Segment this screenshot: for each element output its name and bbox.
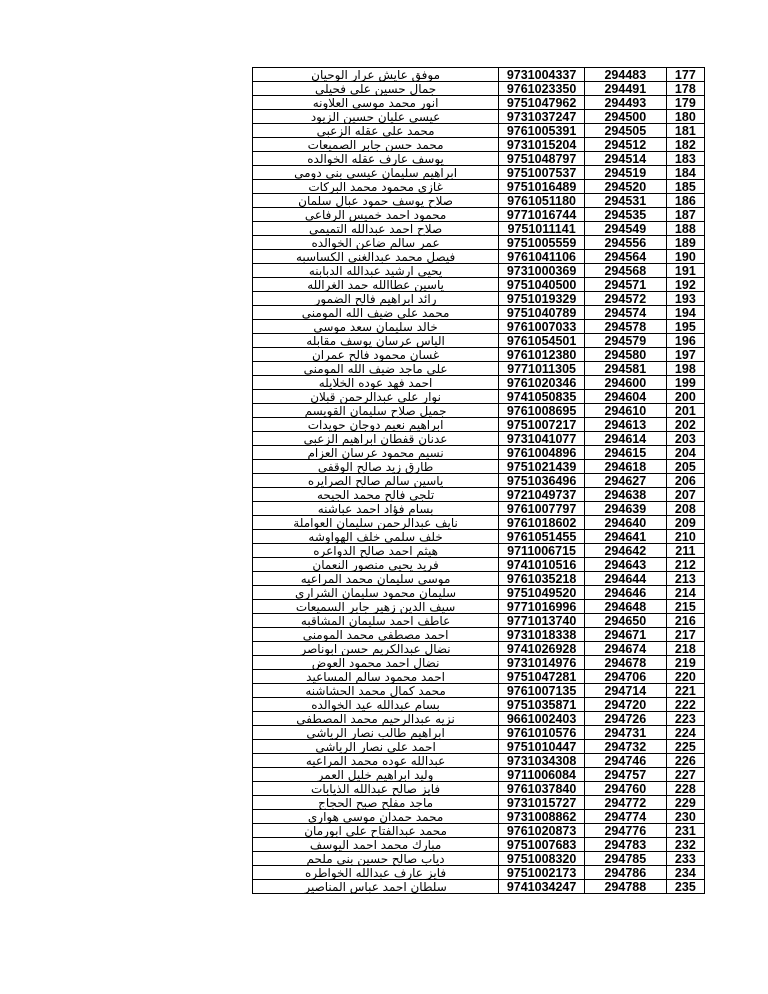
number-cell: 294574	[585, 306, 667, 320]
number-cell: 294638	[585, 488, 667, 502]
national-id-cell: 9751040789	[499, 306, 585, 320]
number-cell: 294505	[585, 124, 667, 138]
name-cell: محمد حمدان موسى هواري	[253, 810, 499, 824]
national-id-cell: 9751019329	[499, 292, 585, 306]
sequence-cell: 194	[666, 306, 704, 320]
sequence-cell: 226	[666, 754, 704, 768]
national-id-cell: 9741050835	[499, 390, 585, 404]
sequence-cell: 211	[666, 544, 704, 558]
name-cell: مبارك محمد احمد اليوسف	[253, 838, 499, 852]
number-cell: 294610	[585, 404, 667, 418]
sequence-cell: 214	[666, 586, 704, 600]
sequence-cell: 228	[666, 782, 704, 796]
national-id-cell: 9741034247	[499, 880, 585, 894]
name-cell: علي ماجد ضيف الله المومني	[253, 362, 499, 376]
name-cell: موسى سليمان محمد المراعيه	[253, 572, 499, 586]
national-id-cell: 9731018338	[499, 628, 585, 642]
number-cell: 294714	[585, 684, 667, 698]
name-cell: هيثم احمد صالح الدواعره	[253, 544, 499, 558]
name-cell: محمود احمد خميس الرفاعي	[253, 208, 499, 222]
national-id-cell: 9661002403	[499, 712, 585, 726]
sequence-cell: 196	[666, 334, 704, 348]
national-id-cell: 9761008695	[499, 404, 585, 418]
national-id-cell: 9751021439	[499, 460, 585, 474]
table-row	[253, 264, 705, 278]
name-cell: ياسين سالم صالح الصرايره	[253, 474, 499, 488]
sequence-cell: 230	[666, 810, 704, 824]
name-cell: نسيم محمود عرسان العزام	[253, 446, 499, 460]
sequence-cell: 195	[666, 320, 704, 334]
records-table-body	[253, 68, 705, 894]
number-cell: 294788	[585, 880, 667, 894]
sequence-cell: 199	[666, 376, 704, 390]
number-cell: 294520	[585, 180, 667, 194]
national-id-cell: 9761041106	[499, 250, 585, 264]
table-row	[253, 698, 705, 712]
sequence-cell: 188	[666, 222, 704, 236]
national-id-cell: 9731015204	[499, 138, 585, 152]
sequence-cell: 208	[666, 502, 704, 516]
national-id-cell: 9731014976	[499, 656, 585, 670]
number-cell: 294650	[585, 614, 667, 628]
national-id-cell: 9771011305	[499, 362, 585, 376]
number-cell: 294531	[585, 194, 667, 208]
table-row	[253, 600, 705, 614]
table-row	[253, 684, 705, 698]
table-row	[253, 432, 705, 446]
national-id-cell: 9751047281	[499, 670, 585, 684]
table-row	[253, 712, 705, 726]
table-row	[253, 236, 705, 250]
name-cell: محمد عبدالفتاح علي ابورمان	[253, 824, 499, 838]
name-cell: وليد ابراهيم خليل العمر	[253, 768, 499, 782]
name-cell: نضال احمد محمود العوض	[253, 656, 499, 670]
table-row	[253, 880, 705, 894]
national-id-cell: 9761004896	[499, 446, 585, 460]
name-cell: جميل صلاح سليمان القويسم	[253, 404, 499, 418]
national-id-cell: 9751002173	[499, 866, 585, 880]
national-id-cell: 9731037247	[499, 110, 585, 124]
number-cell: 294646	[585, 586, 667, 600]
national-id-cell: 9721049737	[499, 488, 585, 502]
table-row	[253, 390, 705, 404]
national-id-cell: 9761051455	[499, 530, 585, 544]
table-row	[253, 740, 705, 754]
table-row	[253, 180, 705, 194]
national-id-cell: 9761020873	[499, 824, 585, 838]
national-id-cell: 9711006715	[499, 544, 585, 558]
name-cell: فيصل محمد عبدالغني الكساسبه	[253, 250, 499, 264]
national-id-cell: 9761005391	[499, 124, 585, 138]
number-cell: 294614	[585, 432, 667, 446]
number-cell: 294671	[585, 628, 667, 642]
sequence-cell: 229	[666, 796, 704, 810]
sequence-cell: 206	[666, 474, 704, 488]
name-cell: احمد علي نصار الرياشي	[253, 740, 499, 754]
sequence-cell: 235	[666, 880, 704, 894]
name-cell: سلطان احمد عباس المناصير	[253, 880, 499, 894]
number-cell: 294568	[585, 264, 667, 278]
number-cell: 294726	[585, 712, 667, 726]
sequence-cell: 177	[666, 68, 704, 82]
table-row	[253, 446, 705, 460]
table-row	[253, 642, 705, 656]
sequence-cell: 205	[666, 460, 704, 474]
number-cell: 294732	[585, 740, 667, 754]
national-id-cell: 9741026928	[499, 642, 585, 656]
name-cell: انور محمد موسى العلاونه	[253, 96, 499, 110]
national-id-cell: 9751047962	[499, 96, 585, 110]
national-id-cell: 9731000369	[499, 264, 585, 278]
table-row	[253, 208, 705, 222]
name-cell: محمد حسن جابر الصميعات	[253, 138, 499, 152]
number-cell: 294648	[585, 600, 667, 614]
national-id-cell: 9751005559	[499, 236, 585, 250]
table-row	[253, 82, 705, 96]
table-row	[253, 656, 705, 670]
table-row	[253, 68, 705, 82]
name-cell: سليمان محمود سليمان الشراري	[253, 586, 499, 600]
number-cell: 294746	[585, 754, 667, 768]
table-row	[253, 796, 705, 810]
sequence-cell: 179	[666, 96, 704, 110]
national-id-cell: 9711006084	[499, 768, 585, 782]
national-id-cell: 9751007537	[499, 166, 585, 180]
sequence-cell: 200	[666, 390, 704, 404]
national-id-cell: 9761037840	[499, 782, 585, 796]
sequence-cell: 182	[666, 138, 704, 152]
table-row	[253, 558, 705, 572]
name-cell: غسان محمود فالح عمران	[253, 348, 499, 362]
national-id-cell: 9761020346	[499, 376, 585, 390]
name-cell: فريد يحيى منصور النعمان	[253, 558, 499, 572]
sequence-cell: 218	[666, 642, 704, 656]
sequence-cell: 189	[666, 236, 704, 250]
number-cell: 294579	[585, 334, 667, 348]
sequence-cell: 222	[666, 698, 704, 712]
number-cell: 294580	[585, 348, 667, 362]
number-cell: 294500	[585, 110, 667, 124]
table-row	[253, 488, 705, 502]
number-cell: 294706	[585, 670, 667, 684]
name-cell: عيسى عليان حسين الزيود	[253, 110, 499, 124]
number-cell: 294519	[585, 166, 667, 180]
national-id-cell: 9751049520	[499, 586, 585, 600]
sequence-cell: 187	[666, 208, 704, 222]
national-id-cell: 9751040500	[499, 278, 585, 292]
sequence-cell: 190	[666, 250, 704, 264]
number-cell: 294564	[585, 250, 667, 264]
sequence-cell: 227	[666, 768, 704, 782]
name-cell: بسام فؤاد احمد عباشنه	[253, 502, 499, 516]
table-row	[253, 460, 705, 474]
table-row	[253, 852, 705, 866]
name-cell: رائد ابراهيم فالح الضمور	[253, 292, 499, 306]
name-cell: نايف عبدالرحمن سليمان العواملة	[253, 516, 499, 530]
number-cell: 294757	[585, 768, 667, 782]
table-row	[253, 586, 705, 600]
number-cell: 294785	[585, 852, 667, 866]
national-id-cell: 9761023350	[499, 82, 585, 96]
number-cell: 294786	[585, 866, 667, 880]
name-cell: ابراهيم طالب نصار الرياشي	[253, 726, 499, 740]
sequence-cell: 197	[666, 348, 704, 362]
number-cell: 294483	[585, 68, 667, 82]
name-cell: صلاح يوسف حمود عبال سلمان	[253, 194, 499, 208]
sequence-cell: 193	[666, 292, 704, 306]
table-row	[253, 516, 705, 530]
name-cell: جمال حسين علي فحيلي	[253, 82, 499, 96]
table-row	[253, 292, 705, 306]
number-cell: 294783	[585, 838, 667, 852]
number-cell: 294514	[585, 152, 667, 166]
sequence-cell: 223	[666, 712, 704, 726]
number-cell: 294615	[585, 446, 667, 460]
number-cell: 294627	[585, 474, 667, 488]
national-id-cell: 9771013740	[499, 614, 585, 628]
table-row	[253, 166, 705, 180]
sequence-cell: 207	[666, 488, 704, 502]
name-cell: سيف الدين زهير جابر السميعات	[253, 600, 499, 614]
national-id-cell: 9761012380	[499, 348, 585, 362]
name-cell: احمد محمود سالم المساعيد	[253, 670, 499, 684]
sequence-cell: 219	[666, 656, 704, 670]
name-cell: خالد سليمان سعد موسى	[253, 320, 499, 334]
national-id-cell: 9761007797	[499, 502, 585, 516]
table-row	[253, 474, 705, 488]
sequence-cell: 233	[666, 852, 704, 866]
name-cell: عبدالله عوده محمد المراعيه	[253, 754, 499, 768]
table-row	[253, 124, 705, 138]
table-row	[253, 768, 705, 782]
table-row	[253, 334, 705, 348]
name-cell: محمد علي عقله الزعبي	[253, 124, 499, 138]
national-id-cell: 9751007683	[499, 838, 585, 852]
national-id-cell: 9741010516	[499, 558, 585, 572]
national-id-cell: 9731015727	[499, 796, 585, 810]
name-cell: يحيى ارشيد عبدالله الدبابنه	[253, 264, 499, 278]
number-cell: 294578	[585, 320, 667, 334]
number-cell: 294572	[585, 292, 667, 306]
number-cell: 294604	[585, 390, 667, 404]
sequence-cell: 221	[666, 684, 704, 698]
sequence-cell: 225	[666, 740, 704, 754]
number-cell: 294639	[585, 502, 667, 516]
name-cell: احمد فهد عوده الخلايله	[253, 376, 499, 390]
number-cell: 294644	[585, 572, 667, 586]
table-row	[253, 782, 705, 796]
records-table	[252, 67, 705, 894]
sequence-cell: 183	[666, 152, 704, 166]
national-id-cell: 9751035871	[499, 698, 585, 712]
national-id-cell: 9761007033	[499, 320, 585, 334]
sequence-cell: 181	[666, 124, 704, 138]
table-row	[253, 810, 705, 824]
sequence-cell: 203	[666, 432, 704, 446]
sequence-cell: 212	[666, 558, 704, 572]
number-cell: 294493	[585, 96, 667, 110]
sequence-cell: 178	[666, 82, 704, 96]
national-id-cell: 9751036496	[499, 474, 585, 488]
sequence-cell: 186	[666, 194, 704, 208]
number-cell: 294731	[585, 726, 667, 740]
table-row	[253, 502, 705, 516]
sequence-cell: 191	[666, 264, 704, 278]
name-cell: خلف سلمي خلف الهواوشه	[253, 530, 499, 544]
table-row	[253, 670, 705, 684]
table-row	[253, 404, 705, 418]
number-cell: 294535	[585, 208, 667, 222]
name-cell: يوسف عارف عقله الخوالده	[253, 152, 499, 166]
sequence-cell: 216	[666, 614, 704, 628]
sequence-cell: 185	[666, 180, 704, 194]
table-row	[253, 628, 705, 642]
name-cell: طارق زيد صالح الوقفي	[253, 460, 499, 474]
sequence-cell: 215	[666, 600, 704, 614]
number-cell: 294642	[585, 544, 667, 558]
number-cell: 294760	[585, 782, 667, 796]
national-id-cell: 9751008320	[499, 852, 585, 866]
national-id-cell: 9751007217	[499, 418, 585, 432]
name-cell: نزيه عبدالرحيم محمد المصطفى	[253, 712, 499, 726]
sequence-cell: 231	[666, 824, 704, 838]
table-row	[253, 572, 705, 586]
national-id-cell: 9731041077	[499, 432, 585, 446]
table-row	[253, 376, 705, 390]
national-id-cell: 9731004337	[499, 68, 585, 82]
sequence-cell: 201	[666, 404, 704, 418]
name-cell: صلاح احمد عبدالله التميمي	[253, 222, 499, 236]
name-cell: موفق عايش عرار الوحيان	[253, 68, 499, 82]
number-cell: 294640	[585, 516, 667, 530]
table-row	[253, 110, 705, 124]
table-row	[253, 96, 705, 110]
sequence-cell: 232	[666, 838, 704, 852]
national-id-cell: 9761018602	[499, 516, 585, 530]
name-cell: بسام عبدالله عيد الخوالده	[253, 698, 499, 712]
name-cell: نوار علي عبدالرحمن قبلان	[253, 390, 499, 404]
national-id-cell: 9761054501	[499, 334, 585, 348]
number-cell: 294774	[585, 810, 667, 824]
table-row	[253, 418, 705, 432]
national-id-cell: 9771016744	[499, 208, 585, 222]
sequence-cell: 224	[666, 726, 704, 740]
name-cell: احمد مصطفى محمد المومني	[253, 628, 499, 642]
number-cell: 294776	[585, 824, 667, 838]
table-row	[253, 544, 705, 558]
name-cell: دياب صالح حسين بني ملحم	[253, 852, 499, 866]
table-row	[253, 866, 705, 880]
name-cell: ابراهيم سليمان عيسى بني دومي	[253, 166, 499, 180]
sequence-cell: 184	[666, 166, 704, 180]
national-id-cell: 9771016996	[499, 600, 585, 614]
sequence-cell: 198	[666, 362, 704, 376]
table-row	[253, 362, 705, 376]
table-row	[253, 138, 705, 152]
table-row	[253, 348, 705, 362]
table-row	[253, 194, 705, 208]
number-cell: 294772	[585, 796, 667, 810]
name-cell: عدنان قفطان ابراهيم الزعبي	[253, 432, 499, 446]
name-cell: محمد كمال محمد الحشاشنه	[253, 684, 499, 698]
name-cell: محمد علي ضيف الله المومني	[253, 306, 499, 320]
table-row	[253, 278, 705, 292]
number-cell: 294613	[585, 418, 667, 432]
number-cell: 294618	[585, 460, 667, 474]
sequence-cell: 204	[666, 446, 704, 460]
table-row	[253, 754, 705, 768]
sequence-cell: 209	[666, 516, 704, 530]
national-id-cell: 9761007135	[499, 684, 585, 698]
number-cell: 294600	[585, 376, 667, 390]
national-id-cell: 9751048797	[499, 152, 585, 166]
name-cell: فايز عارف عبدالله الخواطره	[253, 866, 499, 880]
table-row	[253, 306, 705, 320]
sequence-cell: 202	[666, 418, 704, 432]
number-cell: 294556	[585, 236, 667, 250]
number-cell: 294678	[585, 656, 667, 670]
number-cell: 294641	[585, 530, 667, 544]
sequence-cell: 220	[666, 670, 704, 684]
national-id-cell: 9751011141	[499, 222, 585, 236]
national-id-cell: 9761010576	[499, 726, 585, 740]
table-row	[253, 530, 705, 544]
national-id-cell: 9731034308	[499, 754, 585, 768]
name-cell: عاطف احمد سليمان المشاقبه	[253, 614, 499, 628]
sequence-cell: 210	[666, 530, 704, 544]
sequence-cell: 192	[666, 278, 704, 292]
sequence-cell: 217	[666, 628, 704, 642]
national-id-cell: 9761051180	[499, 194, 585, 208]
table-row	[253, 222, 705, 236]
table-row	[253, 320, 705, 334]
national-id-cell: 9751010447	[499, 740, 585, 754]
number-cell: 294720	[585, 698, 667, 712]
sequence-cell: 180	[666, 110, 704, 124]
number-cell: 294549	[585, 222, 667, 236]
national-id-cell: 9761035218	[499, 572, 585, 586]
name-cell: تلجي فالح محمد الجيحه	[253, 488, 499, 502]
number-cell: 294491	[585, 82, 667, 96]
number-cell: 294674	[585, 642, 667, 656]
table-row	[253, 838, 705, 852]
name-cell: غازي محمود محمد البركات	[253, 180, 499, 194]
sequence-cell: 213	[666, 572, 704, 586]
number-cell: 294643	[585, 558, 667, 572]
name-cell: عمر سالم ضاعن الخوالده	[253, 236, 499, 250]
name-cell: فايز صالح عبدالله الذيابات	[253, 782, 499, 796]
table-row	[253, 824, 705, 838]
name-cell: الياس عرسان يوسف مقابله	[253, 334, 499, 348]
national-id-cell: 9751016489	[499, 180, 585, 194]
number-cell: 294581	[585, 362, 667, 376]
table-row	[253, 726, 705, 740]
sequence-cell: 234	[666, 866, 704, 880]
number-cell: 294571	[585, 278, 667, 292]
table-row	[253, 250, 705, 264]
name-cell: ابراهيم نعيم دوجان حويدات	[253, 418, 499, 432]
name-cell: ياسين عطاالله حمد الغرالله	[253, 278, 499, 292]
name-cell: نضال عبدالكريم حسن ابوناصر	[253, 642, 499, 656]
table-row	[253, 152, 705, 166]
table-row	[253, 614, 705, 628]
number-cell: 294512	[585, 138, 667, 152]
national-id-cell: 9731008862	[499, 810, 585, 824]
name-cell: ماجد مفلح صبح الحجاج	[253, 796, 499, 810]
